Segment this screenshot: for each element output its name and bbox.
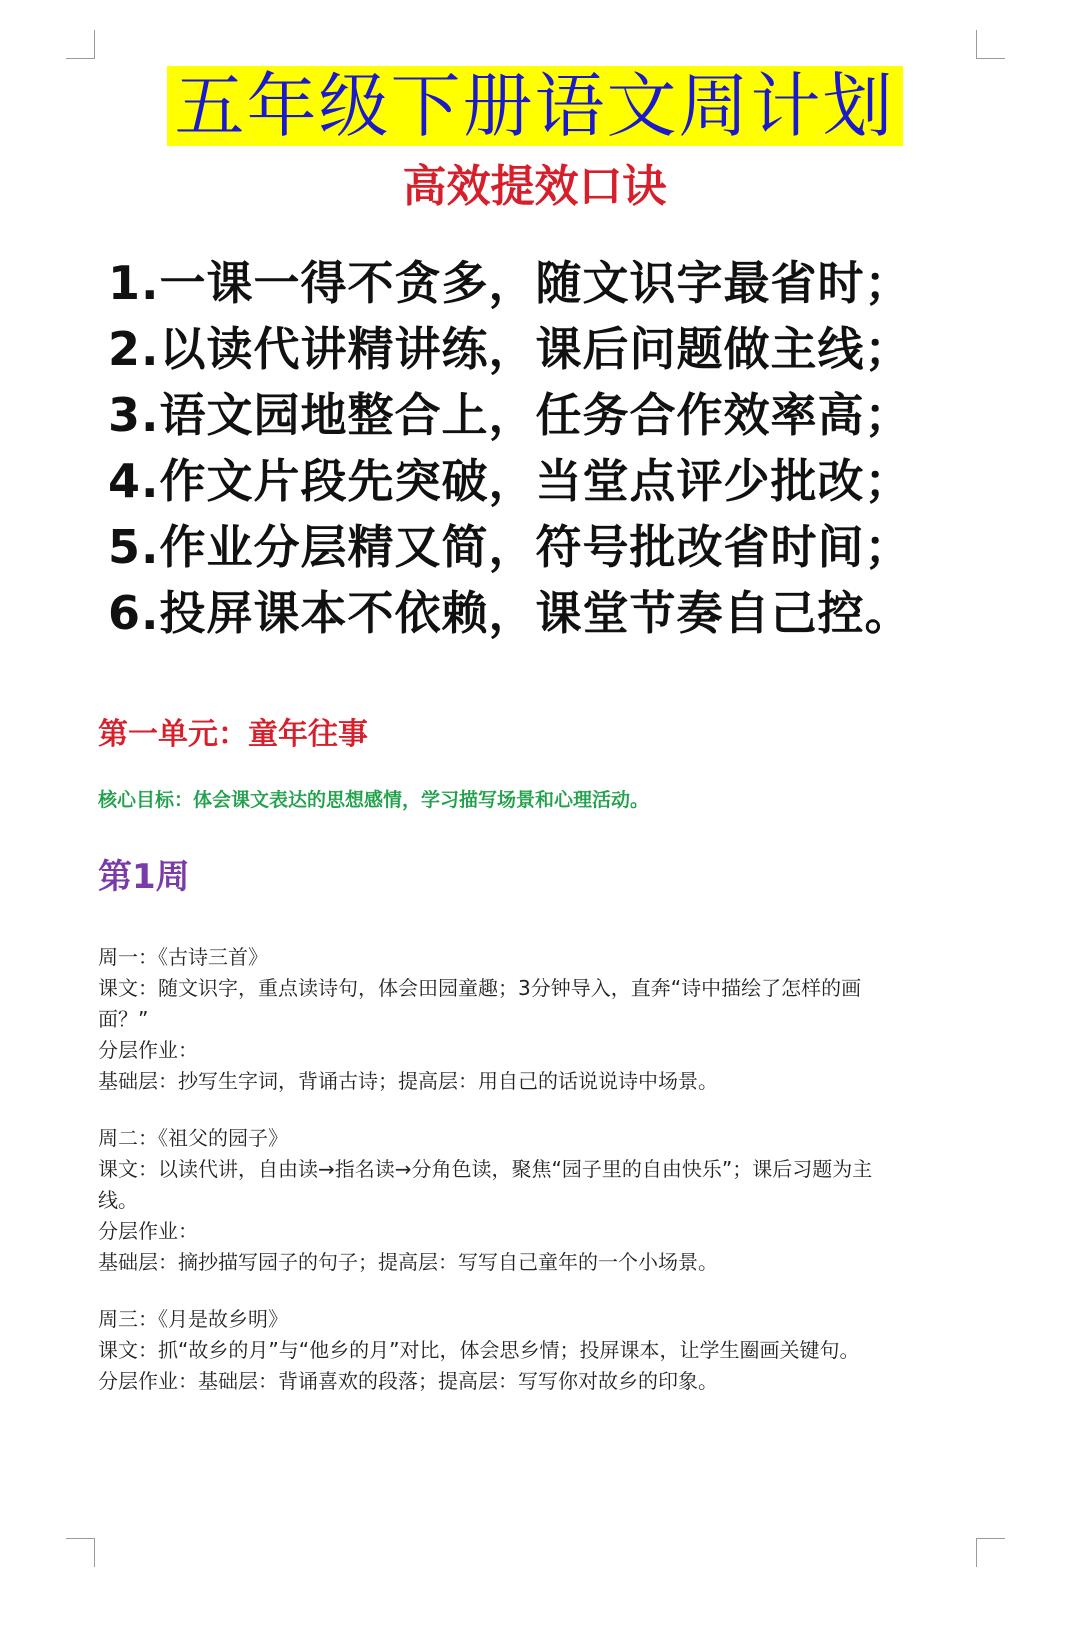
rhyme-line: 1.一课一得不贪多，随文识字最省时； — [108, 256, 912, 310]
rhyme-list — [108, 250, 1008, 646]
title-block — [0, 66, 1069, 146]
unit-title: 第一单元：童年往事 — [98, 717, 368, 752]
day-plan-list — [98, 942, 948, 1423]
page-title: 五年级下册语文周计划 — [167, 66, 903, 146]
rhyme-line: 6.投屏课本不依赖，课堂节奏自己控。 — [108, 586, 912, 640]
page-subtitle: 高效提效口诀 — [402, 161, 667, 212]
homework-text: 基础层：抄写生字词，背诵古诗；提高层：用自己的话说说诗中场景。 — [98, 1069, 718, 1093]
day-plan-monday — [98, 942, 948, 1097]
crop-mark-top-left — [66, 30, 95, 59]
lesson-text: 课文：随文识字，重点读诗句，体会田园童趣；3分钟导入，直奔“诗中描绘了怎样的画 — [98, 976, 862, 1000]
homework-label: 分层作业： — [98, 1219, 198, 1243]
day-heading: 周三：《月是故乡明》 — [98, 1307, 288, 1331]
rhyme-line: 2.以读代讲精讲练，课后问题做主线； — [108, 322, 912, 376]
day-heading: 周二：《祖父的园子》 — [98, 1126, 288, 1150]
homework-text: 分层作业：基础层：背诵喜欢的段落；提高层：写写你对故乡的印象。 — [98, 1369, 718, 1393]
rhyme-line: 4.作文片段先突破，当堂点评少批改； — [108, 454, 912, 508]
core-goal: 核心目标：体会课文表达的思想感情，学习描写场景和心理活动。 — [98, 789, 650, 811]
homework-label: 分层作业： — [98, 1038, 198, 1062]
rhyme-line: 3.语文园地整合上，任务合作效率高； — [108, 388, 912, 442]
week-title: 第1周 — [98, 857, 190, 897]
day-plan-wednesday — [98, 1304, 948, 1397]
lesson-text: 课文：以读代讲，自由读→指名读→分角色读，聚焦“园子里的自由快乐”；课后习题为主 — [98, 1157, 873, 1181]
crop-mark-bottom-left — [66, 1538, 95, 1567]
lesson-text: 课文：抓“故乡的月”与“他乡的月”对比，体会思乡情；投屏课本，让学生圈画关键句。 — [98, 1338, 860, 1362]
crop-mark-top-right — [976, 30, 1005, 59]
day-heading: 周一：《古诗三首》 — [98, 945, 268, 969]
day-plan-tuesday — [98, 1123, 948, 1278]
homework-text: 基础层：摘抄描写园子的句子；提高层：写写自己童年的一个小场景。 — [98, 1250, 718, 1274]
lesson-text: 面？” — [98, 1007, 149, 1031]
lesson-text: 线。 — [98, 1188, 138, 1212]
crop-mark-bottom-right — [976, 1538, 1005, 1567]
rhyme-line: 5.作业分层精又简，符号批改省时间； — [108, 520, 912, 574]
